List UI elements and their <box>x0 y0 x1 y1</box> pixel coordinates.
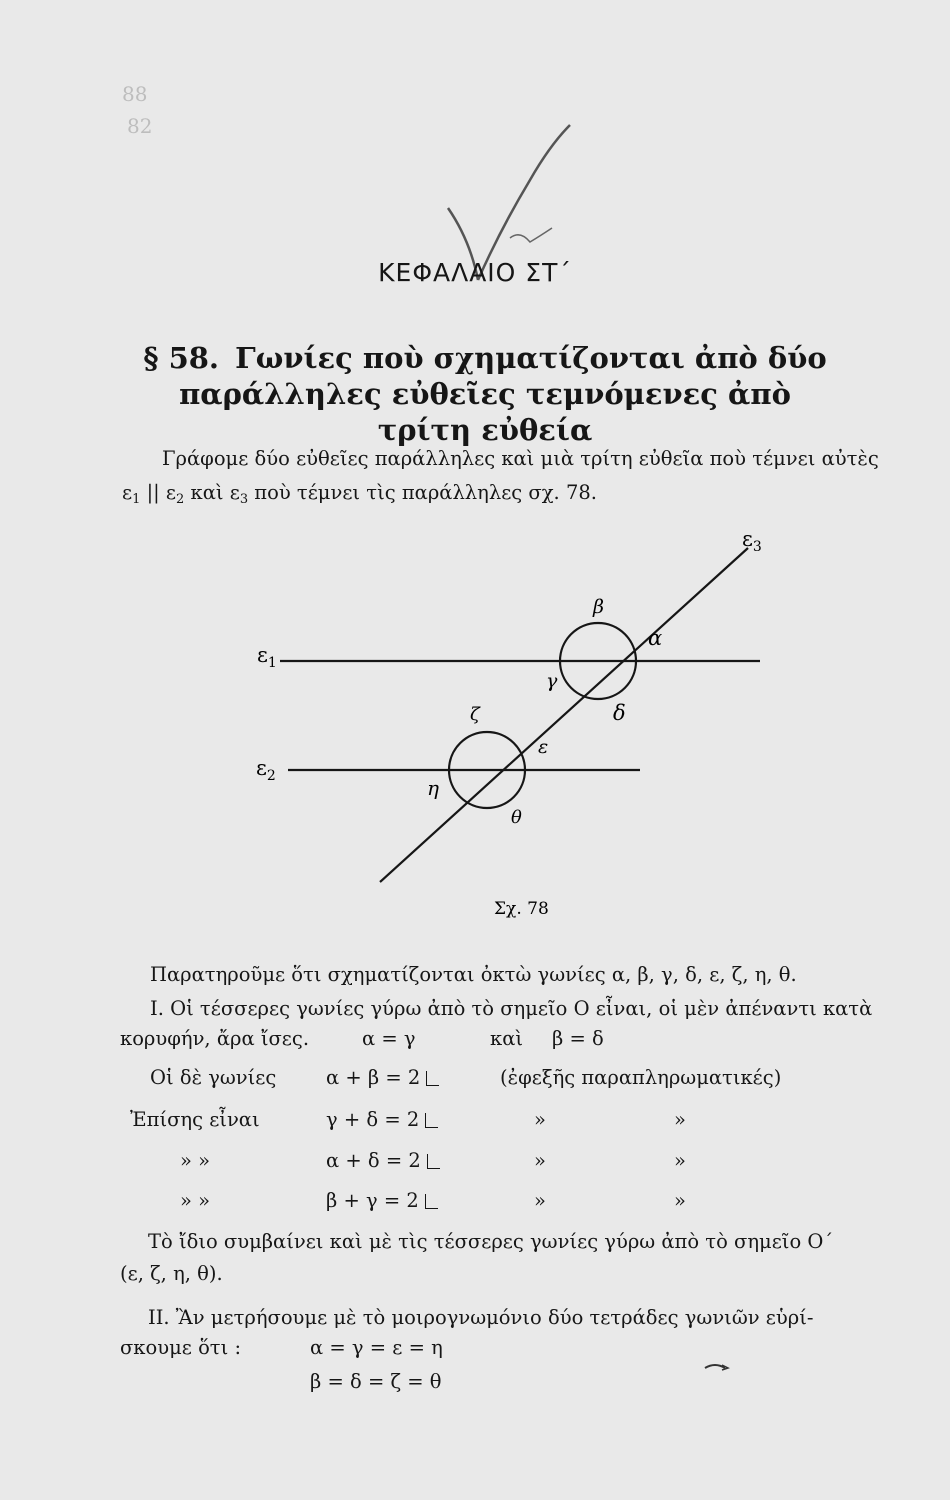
row-4-note-2: » <box>674 1189 686 1212</box>
row-2-label: Ἐπίσης εἶναι <box>130 1108 260 1131</box>
and-word: καὶ <box>490 1027 524 1050</box>
section-number: § 58. <box>143 341 220 375</box>
intro-line-1 <box>162 445 879 473</box>
row-1-eq: α + β = 2 <box>326 1064 439 1092</box>
margin-number-top: 88 <box>122 82 148 106</box>
row-1-label: Οἱ δὲ γωνίες <box>150 1066 277 1089</box>
row-1-note: (ἐφεξῆς παραπληρωματικές) <box>500 1066 782 1089</box>
label-zeta: ζ <box>470 704 480 725</box>
section-title-text: Γωνίες ποὺ σχηματίζονται ἀπὸ δύο παράλληλες εὐθεῖες τεμνόμενες ἀπὸ τρίτη εὐθεία <box>179 341 827 447</box>
e1-symbol: ε <box>122 481 133 504</box>
row-3-label: » » <box>180 1149 211 1172</box>
label-eta: η <box>427 776 439 800</box>
label-e1: $\varepsilon_1$ <box>257 643 277 671</box>
row-1 <box>150 1064 830 1092</box>
intro-line-2 <box>122 479 597 514</box>
figure-caption: Σχ. 78 <box>494 899 549 919</box>
row-3-eq: α + δ = 2 <box>326 1147 440 1175</box>
right-angle-symbol <box>426 1071 439 1086</box>
right-angle-symbol <box>425 1194 438 1209</box>
row-3-note-1: » <box>534 1149 546 1172</box>
row-2 <box>130 1106 830 1134</box>
and-text: καὶ ε <box>184 481 240 504</box>
intro-text-2: ποὺ τέμνει τὶς παράλληλες σχ. 78. <box>248 481 597 504</box>
row-4 <box>180 1187 830 1215</box>
stray-pen-mark <box>700 1356 760 1376</box>
part2-line-1: ΙΙ. Ἂν μετρήσουμε μὲ τὸ μοιρογνωμόνιο δύο τετράδες γωνιῶν εὑρί- <box>148 1306 814 1329</box>
right-angle-symbol <box>427 1154 440 1169</box>
row-4-note-1: » <box>534 1189 546 1212</box>
e3-subscript: 3 <box>239 492 249 507</box>
part1-line-2-text: κορυφήν, ἄρα ἴσες. <box>120 1027 310 1050</box>
label-beta: β <box>593 596 604 618</box>
e1-subscript: 1 <box>132 492 141 507</box>
row-2-eq: γ + δ = 2 <box>326 1106 438 1134</box>
right-angle-symbol <box>425 1113 438 1128</box>
row-4-eq: β + γ = 2 <box>326 1187 438 1215</box>
label-e2: $\varepsilon_2$ <box>256 756 276 784</box>
line-e3 <box>380 548 748 882</box>
part1-line-2 <box>120 1025 840 1053</box>
row-2-note-2: » <box>674 1108 686 1131</box>
part2-line-2-text: σκουμε ὅτι : <box>120 1336 242 1359</box>
label-gamma: γ <box>546 670 558 692</box>
same-line-1: Τὸ ἴδιο συμβαίνει καὶ μὲ τὶς τέσσερες γωνίες γύρω ἀπὸ τὸ σημεῖο Ο΄ <box>148 1230 834 1253</box>
same-line-2: (ε, ζ, η, θ). <box>120 1262 223 1285</box>
label-epsilon: ε <box>538 736 549 758</box>
label-theta: θ <box>511 807 522 828</box>
parallel-text: || ε <box>140 481 177 504</box>
margin-number-second: 82 <box>127 114 153 138</box>
eq-alpha-gamma: α = γ <box>362 1027 416 1050</box>
part1-line-1: Ι. Οἱ τέσσερες γωνίες γύρω ἀπὸ τὸ σημεῖο Ο εἶναι, οἱ μὲν ἀπέναντι κατὰ <box>150 997 873 1020</box>
eq-beta-delta: β = δ <box>552 1027 604 1050</box>
part2-eq-2: β = δ = ζ = θ <box>310 1370 442 1393</box>
row-4-label: » » <box>180 1189 211 1212</box>
label-e3: $\varepsilon_3$ <box>742 527 762 555</box>
row-3-note-2: » <box>674 1149 686 1172</box>
label-alpha: α <box>648 626 663 650</box>
eq-alpha-gamma-epsilon-eta: α = γ = ε = η <box>310 1336 443 1359</box>
label-delta: δ <box>613 701 626 725</box>
figure-78 <box>0 510 950 930</box>
e2-subscript: 2 <box>176 492 185 507</box>
row-2-note-1: » <box>534 1108 546 1131</box>
chapter-heading: ΚΕΦΑΛΑΙΟ ΣΤ΄ <box>378 258 572 287</box>
section-title <box>140 340 830 448</box>
intro-text-1: Γράφομε δύο εὐθεῖες παράλληλες καὶ μιὰ τρίτη εὐθεῖα ποὺ τέμνει αὐτὲς <box>162 447 879 470</box>
observation-line: Παρατηροῦμε ὅτι σχηματίζονται ὀκτὼ γωνίες α, β, γ, δ, ε, ζ, η, θ. <box>150 963 797 986</box>
check-mark-scribble <box>0 0 950 300</box>
row-3 <box>180 1147 830 1175</box>
